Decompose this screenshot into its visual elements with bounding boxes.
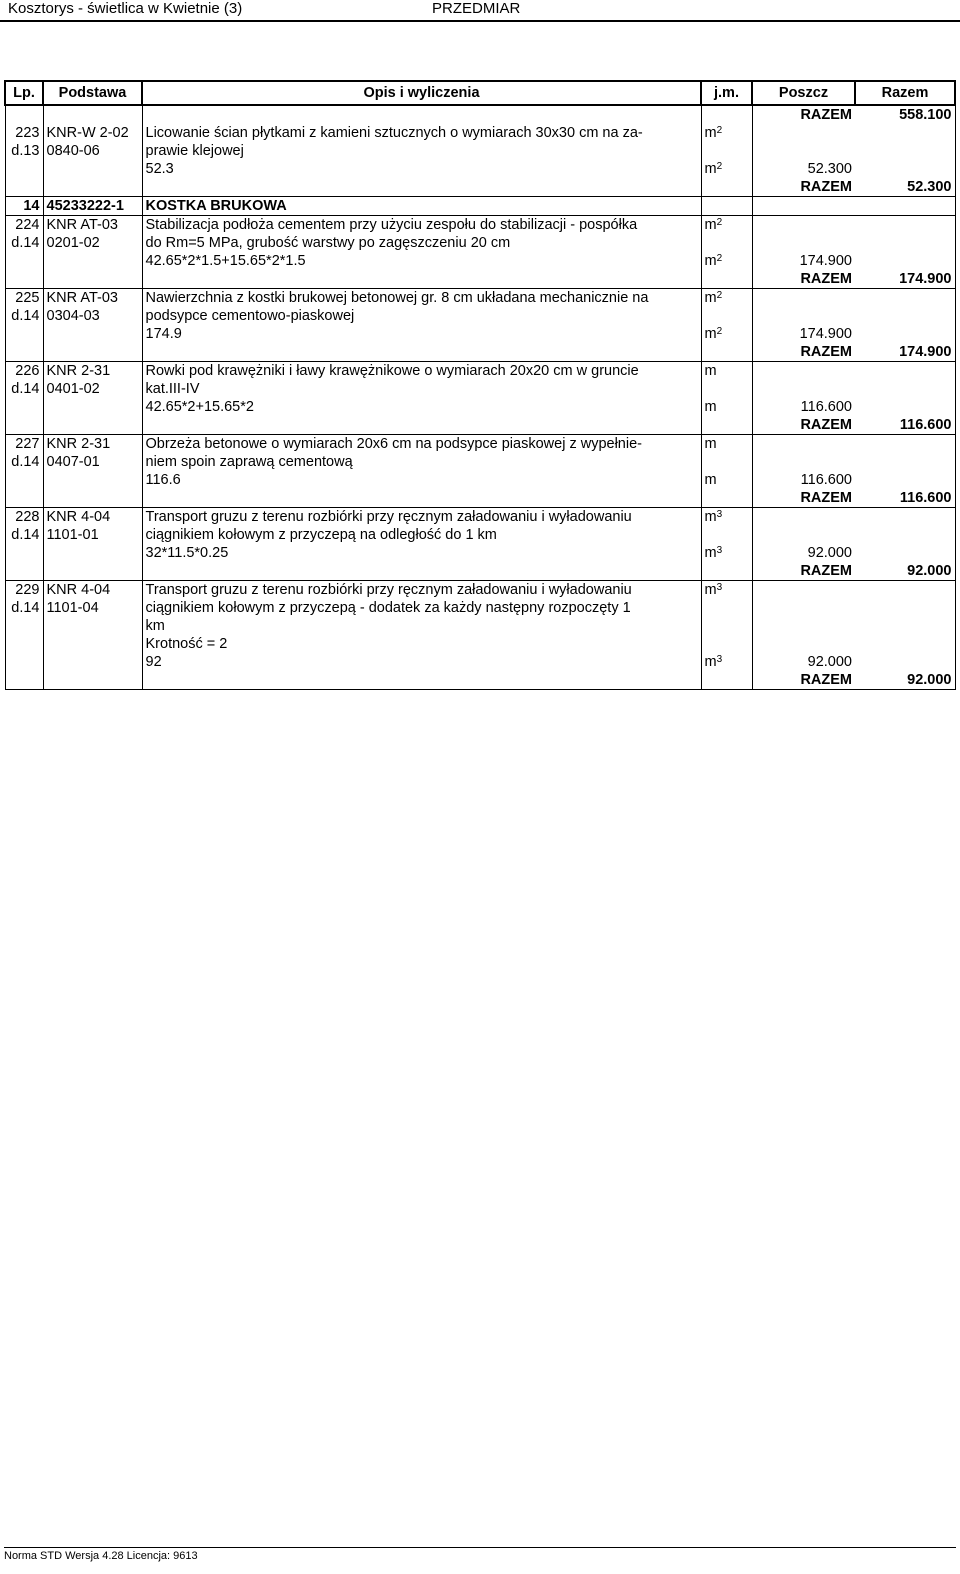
empty-cell bbox=[752, 124, 855, 142]
item-base-sub: 0401-02 bbox=[43, 380, 142, 398]
item-row-2 bbox=[5, 453, 955, 471]
item-base-sub: 1101-01 bbox=[43, 526, 142, 544]
calc-poszcz: 92.000 bbox=[807, 545, 852, 561]
empty-cell bbox=[5, 617, 43, 635]
col-header-razem: Razem bbox=[855, 81, 955, 105]
item-desc: podsypce cementowo-piaskowej bbox=[142, 307, 701, 325]
empty-cell bbox=[5, 635, 43, 653]
unit-symbol: m bbox=[704, 436, 717, 452]
empty-cell bbox=[43, 252, 142, 270]
empty-cell bbox=[855, 581, 955, 600]
calc-poszcz: 92.000 bbox=[807, 654, 852, 670]
empty-cell bbox=[5, 544, 43, 562]
col-header-jm: j.m. bbox=[701, 81, 752, 105]
razem-row bbox=[5, 270, 955, 289]
empty-cell bbox=[855, 398, 955, 416]
unit-symbol: m bbox=[704, 582, 717, 598]
calc-unit bbox=[701, 325, 752, 343]
empty-cell bbox=[5, 671, 43, 690]
empty-cell bbox=[855, 124, 955, 142]
item-lp-sub: d.14 bbox=[5, 526, 43, 544]
item-lp-sub: d.13 bbox=[5, 142, 43, 160]
razem-label: RAZEM bbox=[752, 178, 855, 197]
empty-cell bbox=[701, 380, 752, 398]
empty-cell bbox=[752, 142, 855, 160]
empty-cell bbox=[701, 178, 752, 197]
empty-cell bbox=[5, 343, 43, 362]
item-unit bbox=[701, 124, 752, 142]
razem-row bbox=[5, 178, 955, 197]
empty-cell bbox=[43, 635, 142, 653]
empty-cell bbox=[142, 562, 701, 581]
empty-cell bbox=[142, 343, 701, 362]
unit-symbol: m bbox=[704, 399, 717, 415]
item-unit bbox=[701, 508, 752, 527]
empty-cell bbox=[855, 617, 955, 635]
razem-label: RAZEM bbox=[752, 343, 855, 362]
empty-cell bbox=[701, 343, 752, 362]
calc-expression: 174.9 bbox=[142, 325, 701, 343]
razem-value: 92.000 bbox=[855, 562, 955, 581]
estimate-table bbox=[4, 80, 956, 690]
razem-value: 92.000 bbox=[855, 671, 955, 690]
item-lp: 224 bbox=[5, 216, 43, 235]
empty-cell bbox=[5, 160, 43, 178]
empty-cell bbox=[43, 325, 142, 343]
empty-cell bbox=[752, 635, 855, 653]
empty-cell bbox=[752, 599, 855, 617]
empty-cell bbox=[5, 252, 43, 270]
unit-symbol: m bbox=[704, 363, 717, 379]
table-header-row bbox=[5, 81, 955, 105]
empty-cell bbox=[142, 270, 701, 289]
calc-row bbox=[5, 160, 955, 178]
item-row-1 bbox=[5, 435, 955, 454]
item-lp-sub: d.14 bbox=[5, 307, 43, 325]
empty-cell bbox=[855, 653, 955, 671]
empty-cell bbox=[5, 471, 43, 489]
item-base: KNR 2-31 bbox=[43, 362, 142, 381]
section-lp: 14 bbox=[5, 197, 43, 216]
empty-cell bbox=[752, 234, 855, 252]
item-lp-sub: d.14 bbox=[5, 380, 43, 398]
razem-value: 174.900 bbox=[855, 270, 955, 289]
empty-cell bbox=[855, 380, 955, 398]
calc-unit bbox=[701, 252, 752, 270]
item-base-sub: 0840-06 bbox=[43, 142, 142, 160]
empty-cell bbox=[43, 617, 142, 635]
item-lp: 229 bbox=[5, 581, 43, 600]
empty-cell bbox=[752, 307, 855, 325]
calc-unit bbox=[701, 653, 752, 671]
empty-cell bbox=[701, 617, 752, 635]
unit-exponent: 2 bbox=[716, 125, 723, 136]
calc-expression: 92 bbox=[142, 653, 701, 671]
empty-cell bbox=[855, 216, 955, 235]
item-base-sub: 0304-03 bbox=[43, 307, 142, 325]
calc-expression: 42.65*2+15.65*2 bbox=[142, 398, 701, 416]
razem-row bbox=[5, 416, 955, 435]
unit-exponent: 2 bbox=[716, 326, 723, 337]
empty-cell bbox=[752, 508, 855, 527]
unit-exponent: 2 bbox=[716, 161, 723, 172]
document-header bbox=[8, 0, 521, 18]
col-header-podstawa: Podstawa bbox=[43, 81, 142, 105]
empty-cell bbox=[855, 526, 955, 544]
empty-cell bbox=[855, 142, 955, 160]
empty-cell bbox=[701, 105, 752, 124]
unit-exponent: 2 bbox=[716, 290, 723, 301]
calc-poszcz: 116.600 bbox=[800, 399, 852, 415]
item-row-1 bbox=[5, 508, 955, 527]
item-row-1 bbox=[5, 581, 955, 600]
item-row-extra bbox=[5, 635, 955, 653]
item-desc: Obrzeża betonowe o wymiarach 20x6 cm na podsypce piaskowej z wypełnie- bbox=[142, 435, 701, 454]
empty-cell bbox=[43, 343, 142, 362]
empty-cell bbox=[43, 398, 142, 416]
item-base-sub: 0407-01 bbox=[43, 453, 142, 471]
empty-cell bbox=[5, 398, 43, 416]
item-base: KNR-W 2-02 bbox=[43, 124, 142, 142]
item-desc: Licowanie ścian płytkami z kamieni sztucznych o wymiarach 30x30 cm na za- bbox=[142, 124, 701, 142]
empty-cell bbox=[142, 416, 701, 435]
item-row-extra bbox=[5, 617, 955, 635]
item-desc: kat.III-IV bbox=[142, 380, 701, 398]
item-row-2 bbox=[5, 307, 955, 325]
empty-cell bbox=[43, 178, 142, 197]
empty-cell bbox=[752, 453, 855, 471]
empty-cell bbox=[855, 471, 955, 489]
empty-cell bbox=[701, 489, 752, 508]
calc-unit bbox=[701, 160, 752, 178]
empty-cell bbox=[701, 197, 752, 216]
section-row bbox=[5, 197, 955, 216]
empty-cell bbox=[855, 362, 955, 381]
calc-row bbox=[5, 544, 955, 562]
item-desc: km bbox=[142, 617, 701, 635]
empty-cell bbox=[855, 325, 955, 343]
empty-cell bbox=[701, 526, 752, 544]
section-title: PRZEDMIAR bbox=[432, 0, 521, 17]
item-row-2 bbox=[5, 599, 955, 617]
item-desc: Transport gruzu z terenu rozbiórki przy ręcznym załadowaniu i wyładowaniu bbox=[142, 581, 701, 600]
item-unit bbox=[701, 435, 752, 454]
item-desc: ciągnikiem kołowym z przyczepą na odległość do 1 km bbox=[142, 526, 701, 544]
calc-row bbox=[5, 325, 955, 343]
unit-symbol: m bbox=[704, 326, 717, 342]
item-lp-sub: d.14 bbox=[5, 453, 43, 471]
empty-cell bbox=[701, 562, 752, 581]
empty-cell bbox=[43, 160, 142, 178]
calc-row bbox=[5, 471, 955, 489]
unit-symbol: m bbox=[704, 125, 717, 141]
empty-cell bbox=[855, 307, 955, 325]
item-base: KNR 4-04 bbox=[43, 508, 142, 527]
calc-row bbox=[5, 398, 955, 416]
empty-cell bbox=[701, 270, 752, 289]
empty-cell bbox=[43, 471, 142, 489]
empty-cell bbox=[701, 453, 752, 471]
item-desc: Rowki pod krawężniki i ławy krawężnikowe o wymiarach 20x20 cm w gruncie bbox=[142, 362, 701, 381]
section-code: 45233222-1 bbox=[43, 197, 142, 216]
razem-label: RAZEM bbox=[752, 416, 855, 435]
empty-cell bbox=[855, 544, 955, 562]
empty-cell bbox=[752, 526, 855, 544]
unit-exponent: 3 bbox=[716, 654, 723, 665]
unit-exponent: 3 bbox=[716, 545, 723, 556]
item-row-2 bbox=[5, 234, 955, 252]
razem-row bbox=[5, 562, 955, 581]
razem-row bbox=[5, 489, 955, 508]
empty-cell bbox=[752, 289, 855, 308]
item-base-sub: 0201-02 bbox=[43, 234, 142, 252]
empty-cell bbox=[855, 435, 955, 454]
razem-value: 52.300 bbox=[855, 178, 955, 197]
calc-unit bbox=[701, 471, 752, 489]
item-desc: Krotność = 2 bbox=[142, 635, 701, 653]
item-lp-sub: d.14 bbox=[5, 599, 43, 617]
unit-symbol: m bbox=[704, 509, 717, 525]
item-desc: Stabilizacja podłoża cementem przy użyciu zespołu do stabilizacji - pospółka bbox=[142, 216, 701, 235]
empty-cell bbox=[43, 489, 142, 508]
empty-cell bbox=[701, 416, 752, 435]
col-header-lp: Lp. bbox=[5, 81, 43, 105]
calc-expression: 32*11.5*0.25 bbox=[142, 544, 701, 562]
razem-label: RAZEM bbox=[752, 562, 855, 581]
empty-cell bbox=[43, 671, 142, 690]
razem-label: RAZEM bbox=[752, 489, 855, 508]
empty-cell bbox=[752, 362, 855, 381]
empty-cell bbox=[142, 178, 701, 197]
empty-cell bbox=[5, 105, 43, 124]
empty-cell bbox=[855, 453, 955, 471]
calc-poszcz: 52.300 bbox=[807, 161, 852, 177]
calc-row bbox=[5, 252, 955, 270]
col-header-poszcz: Poszcz bbox=[752, 81, 855, 105]
item-desc: Transport gruzu z terenu rozbiórki przy ręcznym załadowaniu i wyładowaniu bbox=[142, 508, 701, 527]
empty-cell bbox=[701, 234, 752, 252]
item-base: KNR 4-04 bbox=[43, 581, 142, 600]
calc-row bbox=[5, 653, 955, 671]
empty-cell bbox=[5, 416, 43, 435]
header-divider bbox=[0, 20, 960, 22]
item-desc: niem spoin zaprawą cementową bbox=[142, 453, 701, 471]
empty-cell bbox=[855, 197, 955, 216]
item-desc: ciągnikiem kołowym z przyczepą - dodatek za każdy następny rozpoczęty 1 bbox=[142, 599, 701, 617]
calc-poszcz: 174.900 bbox=[799, 326, 852, 342]
empty-cell bbox=[43, 562, 142, 581]
document-title: Kosztorys - świetlica w Kwietnie (3) bbox=[8, 0, 243, 17]
unit-symbol: m bbox=[704, 654, 717, 670]
unit-symbol: m bbox=[704, 545, 717, 561]
unit-symbol: m bbox=[704, 217, 717, 233]
item-unit bbox=[701, 581, 752, 600]
razem-value: 116.600 bbox=[855, 416, 955, 435]
item-row-2 bbox=[5, 526, 955, 544]
item-desc: Nawierzchnia z kostki brukowej betonowej gr. 8 cm układana mechanicznie na bbox=[142, 289, 701, 308]
razem-value: 116.600 bbox=[855, 489, 955, 508]
calc-unit bbox=[701, 544, 752, 562]
empty-cell bbox=[701, 142, 752, 160]
empty-cell bbox=[43, 653, 142, 671]
razem-value: 558.100 bbox=[855, 105, 955, 124]
item-base: KNR AT-03 bbox=[43, 216, 142, 235]
item-row-2 bbox=[5, 142, 955, 160]
empty-cell bbox=[701, 599, 752, 617]
empty-cell bbox=[752, 435, 855, 454]
razem-row bbox=[5, 105, 955, 124]
item-lp: 228 bbox=[5, 508, 43, 527]
unit-exponent: 3 bbox=[716, 509, 723, 520]
calc-poszcz: 116.600 bbox=[800, 472, 852, 488]
empty-cell bbox=[43, 544, 142, 562]
empty-cell bbox=[142, 489, 701, 508]
item-row-1 bbox=[5, 289, 955, 308]
unit-symbol: m bbox=[704, 161, 717, 177]
empty-cell bbox=[43, 416, 142, 435]
empty-cell bbox=[752, 216, 855, 235]
item-desc: prawie klejowej bbox=[142, 142, 701, 160]
empty-cell bbox=[43, 105, 142, 124]
unit-exponent: 2 bbox=[716, 217, 723, 228]
item-lp: 226 bbox=[5, 362, 43, 381]
empty-cell bbox=[855, 635, 955, 653]
item-desc: do Rm=5 MPa, grubość warstwy po zagęszczeniu 20 cm bbox=[142, 234, 701, 252]
empty-cell bbox=[752, 581, 855, 600]
empty-cell bbox=[5, 489, 43, 508]
empty-cell bbox=[43, 270, 142, 289]
item-row-1 bbox=[5, 362, 955, 381]
empty-cell bbox=[855, 289, 955, 308]
razem-row bbox=[5, 343, 955, 362]
empty-cell bbox=[855, 508, 955, 527]
item-lp-sub: d.14 bbox=[5, 234, 43, 252]
calc-unit bbox=[701, 398, 752, 416]
empty-cell bbox=[752, 380, 855, 398]
item-row-1 bbox=[5, 216, 955, 235]
col-header-opis: Opis i wyliczenia bbox=[142, 81, 701, 105]
unit-symbol: m bbox=[704, 253, 717, 269]
empty-cell bbox=[752, 197, 855, 216]
footer-license: Norma STD Wersja 4.28 Licencja: 9613 bbox=[4, 1547, 956, 1562]
unit-symbol: m bbox=[704, 290, 717, 306]
calc-expression: 42.65*2*1.5+15.65*2*1.5 bbox=[142, 252, 701, 270]
empty-cell bbox=[855, 252, 955, 270]
empty-cell bbox=[855, 234, 955, 252]
calc-expression: 116.6 bbox=[142, 471, 701, 489]
empty-cell bbox=[701, 307, 752, 325]
razem-label: RAZEM bbox=[752, 671, 855, 690]
item-lp: 227 bbox=[5, 435, 43, 454]
unit-symbol: m bbox=[704, 472, 717, 488]
empty-cell bbox=[701, 671, 752, 690]
razem-value: 174.900 bbox=[855, 343, 955, 362]
item-row-2 bbox=[5, 380, 955, 398]
empty-cell bbox=[752, 617, 855, 635]
item-lp: 223 bbox=[5, 124, 43, 142]
empty-cell bbox=[5, 270, 43, 289]
item-base: KNR AT-03 bbox=[43, 289, 142, 308]
calc-expression: 52.3 bbox=[142, 160, 701, 178]
razem-label: RAZEM bbox=[800, 107, 852, 123]
item-lp: 225 bbox=[5, 289, 43, 308]
unit-exponent: 2 bbox=[716, 253, 723, 264]
empty-cell bbox=[5, 325, 43, 343]
empty-cell bbox=[855, 160, 955, 178]
razem-label: RAZEM bbox=[752, 270, 855, 289]
item-row-1 bbox=[5, 124, 955, 142]
unit-exponent: 3 bbox=[716, 582, 723, 593]
section-name: KOSTKA BRUKOWA bbox=[142, 197, 701, 216]
empty-cell bbox=[5, 653, 43, 671]
empty-cell bbox=[142, 105, 701, 124]
empty-cell bbox=[701, 635, 752, 653]
calc-poszcz: 174.900 bbox=[799, 253, 852, 269]
item-base: KNR 2-31 bbox=[43, 435, 142, 454]
empty-cell bbox=[855, 599, 955, 617]
item-unit bbox=[701, 216, 752, 235]
item-base-sub: 1101-04 bbox=[43, 599, 142, 617]
item-unit bbox=[701, 362, 752, 381]
item-unit bbox=[701, 289, 752, 308]
empty-cell bbox=[5, 178, 43, 197]
empty-cell bbox=[5, 562, 43, 581]
empty-cell bbox=[142, 671, 701, 690]
razem-row bbox=[5, 671, 955, 690]
